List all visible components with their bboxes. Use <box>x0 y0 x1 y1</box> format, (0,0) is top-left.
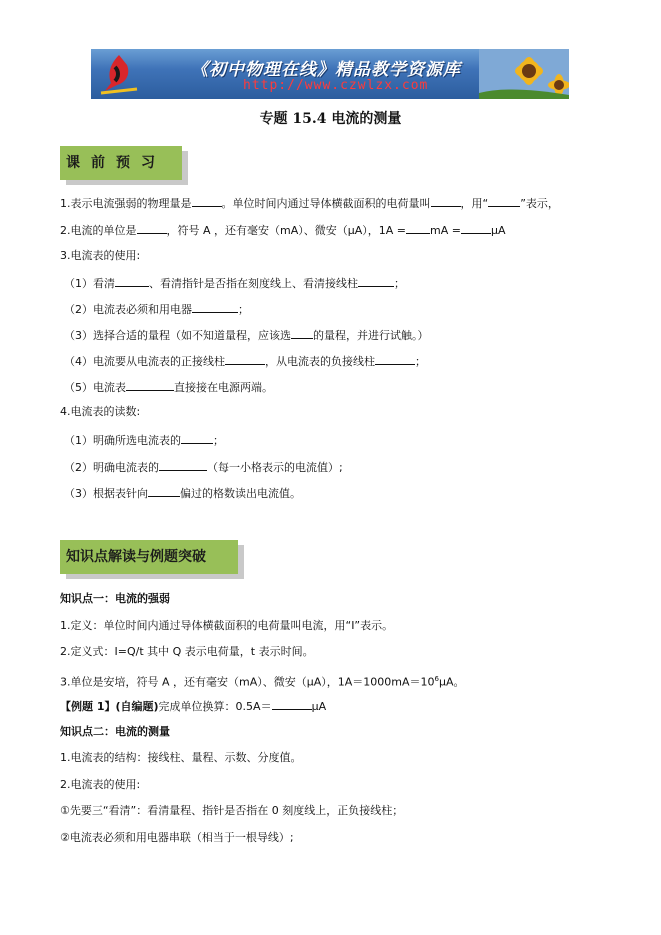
text-line: 2.定义式：I=Q/t 其中 Q 表示电荷量，t 表示时间。 <box>60 645 314 658</box>
example-question: 【例题 1】(自编题)完成单位换算：0.5A＝ μA <box>60 700 327 713</box>
knowledge-point-title: 知识点二：电流的测量 <box>60 725 170 738</box>
header-banner <box>91 49 569 99</box>
logo-icon <box>97 53 141 95</box>
text-line: 3.电流表的使用: <box>60 249 141 262</box>
sunflower-icon <box>479 49 569 99</box>
text-line: 1.定义：单位时间内通过导体横截面积的电荷量叫电流，用“I”表示。 <box>60 619 394 632</box>
text-line: 1.电流表的结构：接线柱、量程、示数、分度值。 <box>60 751 302 764</box>
text-line: （5）电流表 直接接在电源两端。 <box>64 381 273 394</box>
section-heading-knowledge: 知识点解读与例题突破 <box>60 540 238 574</box>
text-line: 2.电流的单位是 ，符号 A ，还有毫安（mA）、微安（μA），1A = mA = μA <box>60 224 506 237</box>
text-line: 1.表示电流强弱的物理量是 。单位时间内通过导体横截面积的电荷量叫 ，用“ ”表示， <box>60 197 559 210</box>
text-line: 3.单位是安培，符号 A ，还有毫安（mA）、微安（μA），$1A=1000mA=10^6\mu A$。 <box>60 675 465 689</box>
text-line: （3）选择合适的量程（如不知道量程，应该选 的量程，并进行试触。） <box>64 329 429 342</box>
page-title: 专题 15.4 电流的测量 <box>259 111 402 127</box>
text-line: （4）电流要从电流表的正接线柱 ，从电流表的负接线柱 ； <box>64 355 426 368</box>
text-line: ②电流表必须和用电器串联（相当于一根导线）; <box>60 831 294 844</box>
section-heading-preview: 课前预习 <box>60 146 182 180</box>
banner-url: http://www.czwlzx.com <box>243 78 429 93</box>
text-line: 4.电流表的读数: <box>60 405 141 418</box>
text-line: （1）明确所选电流表的 ； <box>64 434 224 447</box>
knowledge-point-title: 知识点一：电流的强弱 <box>60 592 170 605</box>
text-line: ①先要三“看清”：看清量程、指针是否指在 0 刻度线上，正负接线柱； <box>60 804 404 817</box>
text-line: （2）明确电流表的 （每一小格表示的电流值）; <box>64 461 343 474</box>
text-line: 2.电流表的使用: <box>60 778 141 791</box>
text-line: （3）根据表针向 偏过的格数读出电流值。 <box>64 487 301 500</box>
text-line: （2）电流表必须和用电器 ； <box>64 303 249 316</box>
text-line: （1）看清 、看清指针是否指在刻度线上、看清接线柱 ； <box>64 277 405 290</box>
banner-slogan: 《初中物理在线》精品教学资源库 <box>191 60 461 80</box>
